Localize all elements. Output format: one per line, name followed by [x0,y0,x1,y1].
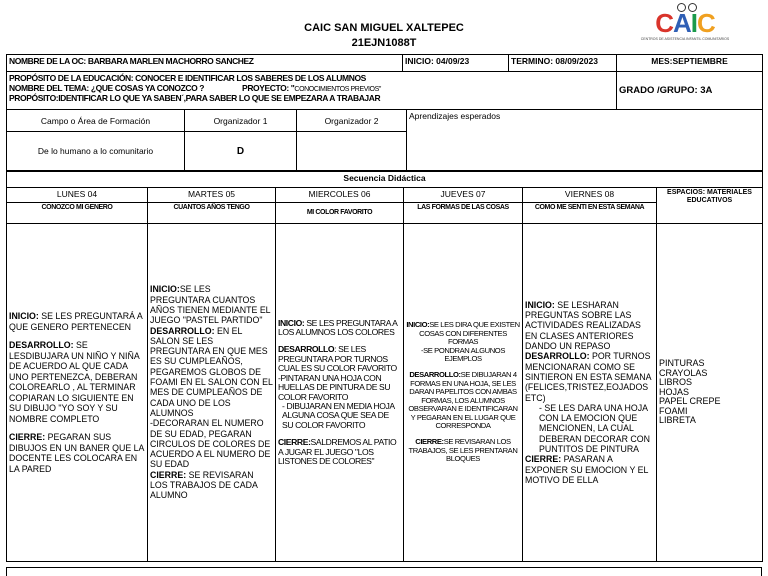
topic-thursday: LAS FORMAS DE LAS COSAS [404,203,523,224]
expected-learning: Aprendizajes esperados [407,110,763,171]
caic-logo [640,2,730,48]
material-item: PINTURAS [659,358,705,369]
day-friday: VIERNES 08 [523,188,657,203]
info-table-purpose [6,71,763,110]
school-code: 21EJN1088T [351,37,417,49]
topic-wednesday: MI COLOR FAVORITO [276,203,404,224]
activities-thursday: INICIO:SE LES DIRA QUE EXISTEN COSAS CON DIFERENTES FORMAS -SE PONDRAN ALGUNOS EJEMPLOS DESARROLLO:SE DIBUJARAN 4 FORMAS EN UNA HOJA, SE LES DARAN PAPELITOS CON AMBAS FORMAS, LOS ALUMNOS OBSERVARAN E IDENTIFICARAN Y PEGARAN EN EL LUGAR QUE CORRESPONDA CIERRE:SE REVISARAN LOS TRABAJOS, SE LES PRENTARAN BLOQUES [404,224,523,562]
area-table [6,109,763,171]
sequence-table [6,171,763,562]
end-date: TERMINO: 08/09/2023 [509,55,617,72]
materials-header: ESPACIOS: MATERIALES EDUCATIVOS [657,188,763,224]
school-name: CAIC SAN MIGUEL XALTEPEC [304,22,464,34]
topic-monday: CONOZCO MI GENERO [7,203,148,224]
day-thursday: JUEVES 07 [404,188,523,203]
organizer-2-label: Organizador 2 [297,110,407,132]
organizer-1-label: Organizador 1 [185,110,297,132]
objective: PROPÓSITO:IDENTIFICAR LO QUE YA SABEN´,PARA SABER LO QUE SE EMPEZARA A TRABAJAR [9,93,381,103]
month: MES:SEPTIEMBRE [617,55,763,72]
organizer-2-value [297,132,407,171]
theme-name: NOMBRE DEL TEMA: ¿QUE COSAS YA CONOZCO ? [9,82,205,93]
logo-wordmark: CAIC [655,8,715,38]
material-item: CRAYOLAS [659,367,708,378]
area-value: De lo humano a lo comunitario [7,132,185,171]
topic-tuesday: CUANTOS AÑOS TENGO [148,203,276,224]
material-item: FOAMI [659,405,688,416]
day-wednesday: MIERCOLES 06 [276,188,404,203]
education-purpose: PROPÓSITO DE LA EDUCACIÓN: CONOCER E IDENTIFICAR LOS SABERES DE LOS ALUMNOS [9,73,366,83]
activities-monday: INICIO: SE LES PREGUNTARÁ A QUE GENERO PERTENECEN DESARROLLO: SE LESDIBUJARA UN NIÑO Y NIÑA DE ACUERDO AL QUE CADA UNO PERTENEZCA, DEBERAN COLOREARLO , AL TERMINAR COPIARAN LO SIGUIENTE EN SU DIBUJO "YO SOY Y SU NOMBRE COMPLETO CIERRE: PEGARAN SUS DIBUJOS EN UN BANER QUE LA DOCENTE LES COLOCARA EN LA PARED [7,224,148,562]
material-item: HOJAS [659,386,690,397]
start-date: INICIO: 04/09/23 [403,55,509,72]
day-monday: LUNES 04 [7,188,148,203]
info-table-top [6,54,763,72]
area-label: Campo o Área de Formación [7,110,185,132]
material-item: LIBRETA [659,415,696,426]
teacher-name: NOMBRE DE LA OC: BARBARA MARLEN MACHORRO SANCHEZ [7,55,403,72]
activities-wednesday: INICIO: SE LES PREGUNTARA A LOS ALUMNOS LOS COLORES DESARROLLO: SE LES PREGUNTARA POR TURNOS CUAL ES SU COLOR FAVORITO -PINTARAN UNA HOJA CON HUELLAS DE PINTURA DE SU COLOR FAVORITO - DIBUJARAN EN MEDIA HOJA ALGUNA COSA QUE SEA DE SU COLOR FAVORITO CIERRE:SALDREMOS AL PATIO A JUGAR EL JUEGO "LOS LISTONES DE COLORES" [276,224,404,562]
activities-friday: INICIO: SE LESHARAN PREGUNTAS SOBRE LAS ACTIVIDADES REALIZADAS EN CLASES ANTERIORES DANDO UN REPASO DESARROLLO: POR TURNOS MENCIONARAN COMO SE SINTIERON EN ESTA SEMANA (FELICES,TRISTEZ,EOJADOS ETC) - SE LES DARA UNA HOJA CON LA EMOCION QUE MENCIONEN, LA CUAL DEBERAN DECORAR CON PUNTITOS DE PINTURA CIERRE: PASARAN A EXPONER SU EMOCION Y EL MOTIVO DE ELLA [523,224,657,562]
day-tuesday: MARTES 05 [148,188,276,203]
organizer-1-value: D [185,132,297,171]
table-continuation [6,567,762,576]
activities-tuesday: INICIO:SE LES PREGUNTARA CUANTOS AÑOS TIENEN MEDIANTE EL JUEGO "PASTEL PARTIDO" DESARROLLO: EN EL SALON SE LES PREGUNTARA EN QUE MES ES SU CUMPLEAÑOS, PEGAREMOS GLOBOS DE FOAMI EN EL SALON CON EL MES DE CUMPLEAÑOS DE CADA UNO DE LOS ALUMNOS -DECORARAN EL NUMERO DE SU EDAD, PEGARAN CIRCULOS DE COLORES DE ACUERDO A EL NUMERO DE SU EDAD CIERRE: SE REVISARAN LOS TRABAJOS DE CADA ALUMNO [148,224,276,562]
materials-list [657,224,763,562]
material-item: PAPEL CREPE [659,396,721,407]
topic-friday: COMO ME SENTI EN ESTA SEMANA [523,203,657,224]
project-label: PROYECTO: " [242,82,295,93]
sequence-title: Secuencia Didáctica [7,172,763,188]
logo-subtitle: CENTROS DE ASISTENCIA INFANTIL COMUNITARIOS [640,37,730,41]
grade-group: GRADO /GRUPO: 3A [617,72,763,110]
project-name: CONOCIMIENTOS PREVIOS" [294,85,381,93]
material-item: LIBROS [659,377,693,388]
